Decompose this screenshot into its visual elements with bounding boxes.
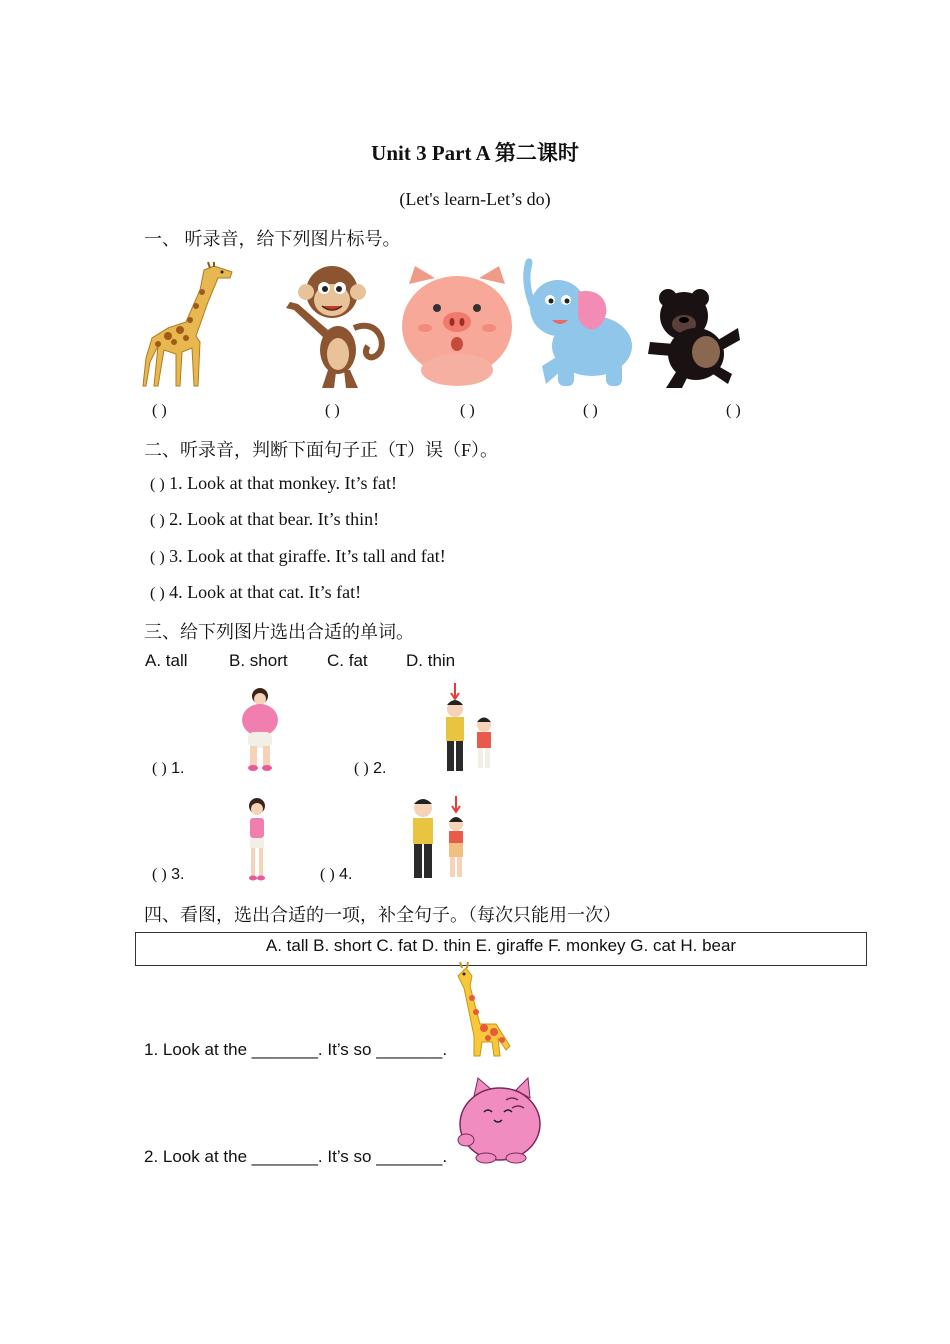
answer-blank-2[interactable]: ( ) [325,402,340,419]
match-item-1 [152,760,184,778]
answer-blank-3[interactable]: ( ) [460,402,475,419]
fat-cat-icon [454,1076,544,1164]
short-girl-tall-man-icon [408,794,472,882]
tf-text: 1. Look at that monkey. It’s fat! [169,473,397,493]
answer-blank-4[interactable]: ( ) [583,402,598,419]
tall-man-short-boy-icon [440,683,498,775]
pig-icon [401,266,513,388]
elephant-icon [518,256,636,390]
word-bank-box: A. tall B. short C. fat D. thin E. giraffe F. monkey G. cat H. bear [135,932,867,966]
match-item-2 [354,760,386,778]
match-item-4 [320,866,352,884]
option-c: C. fat [327,651,368,670]
tf-item-4 [150,582,361,603]
tf-item-1 [150,473,397,494]
tf-paren[interactable]: ( ) [150,476,165,493]
tf-text: 2. Look at that bear. It’s thin! [169,509,380,529]
fill-sentence-2: 2. Look at the _______. It’s so _______. [144,1147,448,1166]
match-num: 2. [373,760,387,777]
thin-girl-icon [244,796,272,882]
section-1-heading: 一、 听录音，给下列图片标号。 [144,229,401,249]
tf-text: 3. Look at that giraffe. It’s tall and fat! [169,546,446,566]
answer-blank-5[interactable]: ( ) [726,402,741,419]
giraffe-icon [142,262,237,390]
answer-blank-1[interactable]: ( ) [152,402,167,419]
fat-girl-icon [240,686,282,772]
match-paren[interactable]: ( ) [320,866,335,883]
match-num: 4. [339,866,353,883]
section-3-heading: 三、给下列图片选出合适的单词。 [144,622,414,642]
match-num: 3. [171,866,185,883]
monkey-icon [282,258,387,390]
bear-icon [646,288,741,390]
tf-paren[interactable]: ( ) [150,549,165,566]
tf-item-2 [150,509,379,530]
tf-text: 4. Look at that cat. It’s fat! [169,582,362,602]
tf-paren[interactable]: ( ) [150,512,165,529]
option-a: A. tall [145,651,188,670]
option-b: B. short [229,651,288,670]
match-paren[interactable]: ( ) [152,760,167,777]
option-d: D. thin [406,651,456,670]
match-num: 1. [171,760,185,777]
tf-item-3 [150,546,446,567]
tf-paren[interactable]: ( ) [150,585,165,602]
section-4-heading: 四、看图，选出合适的一项，补全句子。（每次只能用一次） [144,905,621,925]
cartoon-giraffe-icon [452,966,516,1058]
page-subtitle: (Let's learn-Let’s do) [399,189,551,209]
page-title: Unit 3 Part A 第二课时 [371,141,579,165]
match-paren[interactable]: ( ) [354,760,369,777]
section-2-heading: 二、听录音，判断下面句子正（T）误（F）。 [144,440,499,460]
match-item-3 [152,866,184,884]
match-paren[interactable]: ( ) [152,866,167,883]
fill-sentence-1: 1. Look at the _______. It’s so _______. [144,1040,448,1059]
